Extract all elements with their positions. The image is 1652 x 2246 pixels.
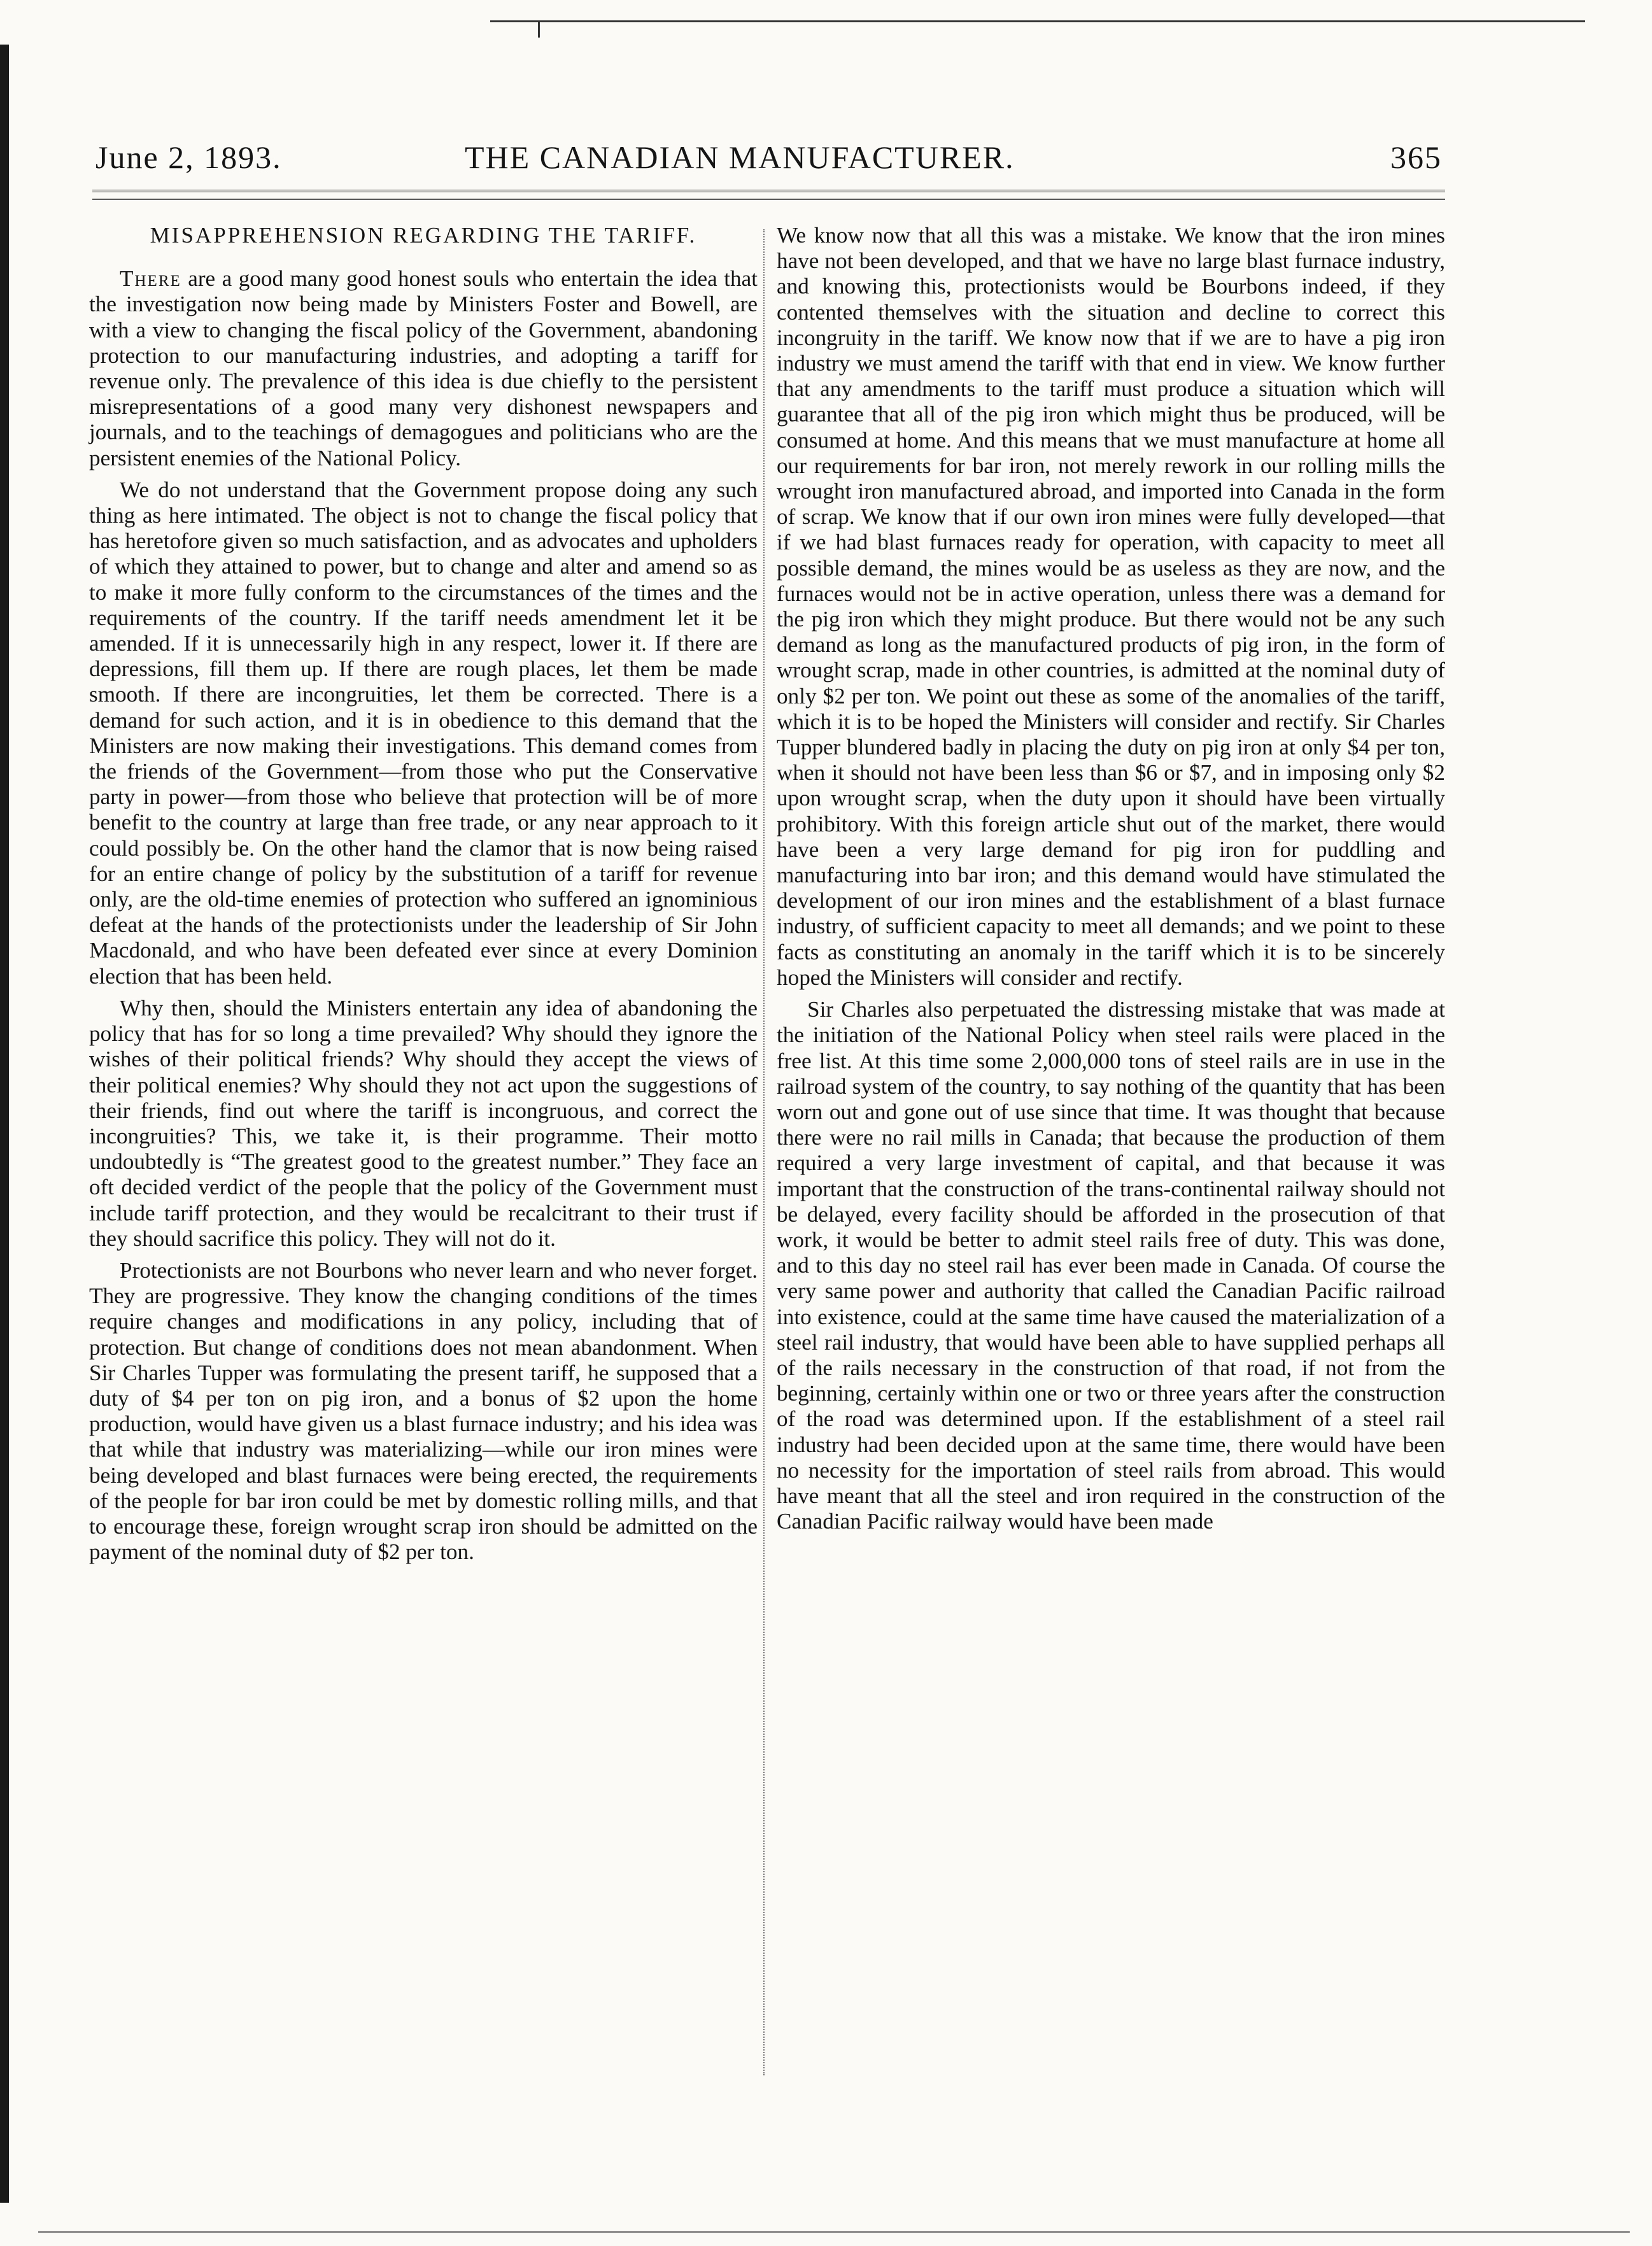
paragraph: Protectionists are not Bourbons who never learn and who never forget. They are progressive. They know the changing conditions of the times require changes and modifications in any policy, including that of protection. But change of conditions does not mean abandonment. When Sir Charles Tupper was formulating the present tariff, he supposed that a duty of $4 per ton on pig iron, and a bonus of $2 upon the home production, would have given us a blast furnace industry; and his idea was that while that industry was materializing—while our iron mines were being developed and blast furnaces were being erected, the requirements of the people for bar iron could be met by domestic rolling mills, and that to encourage these, foreign wrought scrap iron should be admitted on the payment of the nominal duty of $2 per ton. bbox=[89, 1257, 758, 1565]
paragraph: We know now that all this was a mistake. We know that the iron mines have not been developed, and that we have no large blast furnace industry, and knowing this, protectionists would be Bourbons indeed, if they contented themselves with the situation and decline to correct this incongruity in the tariff. We know now that if we are to have a pig iron industry we must amend the tariff with that end in view. We know further that any amendments to the tariff must produce a situation which will guarantee that all of the pig iron which might thus be produced, will be consumed at home. And this means that we must manufacture at home all our requirements for bar iron, not merely rework in our rolling mills the wrought iron manufactured abroad, and imported into Canada in the form of scrap. We know that if our own iron mines were fully developed—that if we had blast furnaces ready for operation, with capacity to meet all possible demand, the mines would be as useless as they are now, and the furnaces would not be in active operation, unless there was a demand for the pig iron which they might produce. But there would not be any such demand as long as the manufactured products of pig iron, in the form of wrought scrap, made in other countries, is admitted at the nominal duty of only $2 per ton. We point out these as some of the anomalies of the tariff, which it is to be hoped the Ministers will consider and rectify. Sir Charles Tupper blundered badly in placing the duty on pig iron at only $4 per ton, when it should not have been less than $6 or $7, and in imposing only $2 upon wrought scrap, when the duty upon it should have been virtually prohibitory. With this foreign article shut out of the market, there would have been a very large demand for pig iron for puddling and manufacturing into bar iron; and this demand would have stimulated the development of our iron mines and the establishment of a blast furnace industry, of sufficient capacity to meet all demands; and we point to these facts as constituting an anomaly in the tariff which it is to be sincerely hoped the Ministers will consider and rectify. bbox=[777, 223, 1445, 990]
article-title: MISAPPREHENSION REGARDING THE TARIFF. bbox=[150, 223, 697, 248]
paragraph: Sir Charles also perpetuated the distressing mistake that was made at the initiation of the National Policy when steel rails were placed in the free list. At this time some 2,000,000 tons of steel rails are in use in the railroad system of the country, to say nothing of the quantity that has been worn out and gone out of use since that time. It was thought that because there were no rail mills in Canada; that because the production of them required a very large investment of capital, and that because it was important that the construction of the trans-continental railway should not be delayed, every facility should be afforded in the prosecution of that work, it would be better to admit steel rails free of duty. This was done, and to this day no steel rail has ever been made in Canada. Of course the very same power and authority that called the Canadian Pacific railroad into existence, could at the same time have caused the materialization of a steel rail industry, that would have been able to have supplied perhaps all of the rails necessary in the construction of that road, if not from the beginning, certainly within one or two or three years after the construction of the road was determined upon. If the establishment of a steel rail industry had been decided upon at the same time, there would have been no necessity for the importation of steel rails from abroad. This would have meant that all the steel and iron required in the construction of the Canadian Pacific railway would have been made bbox=[777, 997, 1445, 1534]
top-decorative-rule bbox=[490, 20, 1585, 29]
paragraph bbox=[89, 266, 758, 471]
bottom-rule bbox=[38, 2231, 1630, 2233]
rule-tick bbox=[538, 21, 540, 38]
paragraph: We do not understand that the Government propose doing any such thing as here intimated. The object is not to change the fiscal policy that has heretofore given so much satisfaction, and as advocates and upholders of which they attained to power, but to change and alter and amend so as to make it more fully conform to the circumstances of the times and the requirements of the country. If the tariff needs amendment let it be amended. If it is unnecessarily high in any respect, lower it. If there are depressions, fill them up. If there are rough places, let them be made smooth. If there are incongruities, let them be corrected. There is a demand for such action, and it is in obedience to this demand that the Ministers are now making their investigations. This demand comes from the friends of the Government—from those who put the Conservative party in power—from those who believe that protection will be of more benefit to the country at large than free trade, or any near approach to it could possibly be. On the other hand the clamor that is now being raised for an entire change of policy by the substitution of a tariff for revenue only, are the old-time enemies of protection who suffered an ignominious defeat at the hands of the protectionists under the leadership of Sir John Macdonald, and who have been defeated ever since at every Dominion election that has been held. bbox=[89, 477, 758, 989]
issue-date: June 2, 1893. bbox=[95, 139, 282, 175]
paragraph-text: are a good many good honest souls who entertain the idea that the investigation now being made by Ministers Foster and Bowell, are with a view to changing the fiscal policy of the Government, abandoning protection to our manufacturing industries, and adopting a tariff for revenue only. The prevalence of this idea is due chiefly to the persistent misrepresentations of a good many very dishonest newspapers and journals, and to the teachings of demagogues and politicians who are the persistent enemies of the National Policy. bbox=[89, 266, 758, 470]
paragraph: Why then, should the Ministers entertain any idea of abandoning the policy that has for so long a time prevailed? Why should they ignore the wishes of their political friends? Why should they accept the views of their political enemies? Why should they not act upon the suggestions of their friends, find out where the tariff is incongruous, and correct the incongruities? This, we take it, is their programme. Their motto undoubtedly is “The greatest good to the greatest number.” They face an oft decided verdict of the people that the policy of the Government must include tariff protection, and they would be recalcitrant to their trust if they should sacrifice this policy. They will not do it. bbox=[89, 995, 758, 1251]
lead-word: There bbox=[120, 266, 181, 292]
right-column bbox=[777, 223, 1445, 1541]
left-column bbox=[89, 223, 758, 1571]
column-divider bbox=[763, 229, 765, 2075]
running-header bbox=[95, 139, 1442, 178]
page-number: 365 bbox=[1390, 139, 1442, 175]
page-edge-shadow bbox=[0, 45, 9, 2203]
header-rule bbox=[92, 190, 1445, 192]
header-rule-thin bbox=[92, 199, 1445, 200]
publication-title: THE CANADIAN MANUFACTURER. bbox=[465, 139, 1015, 175]
